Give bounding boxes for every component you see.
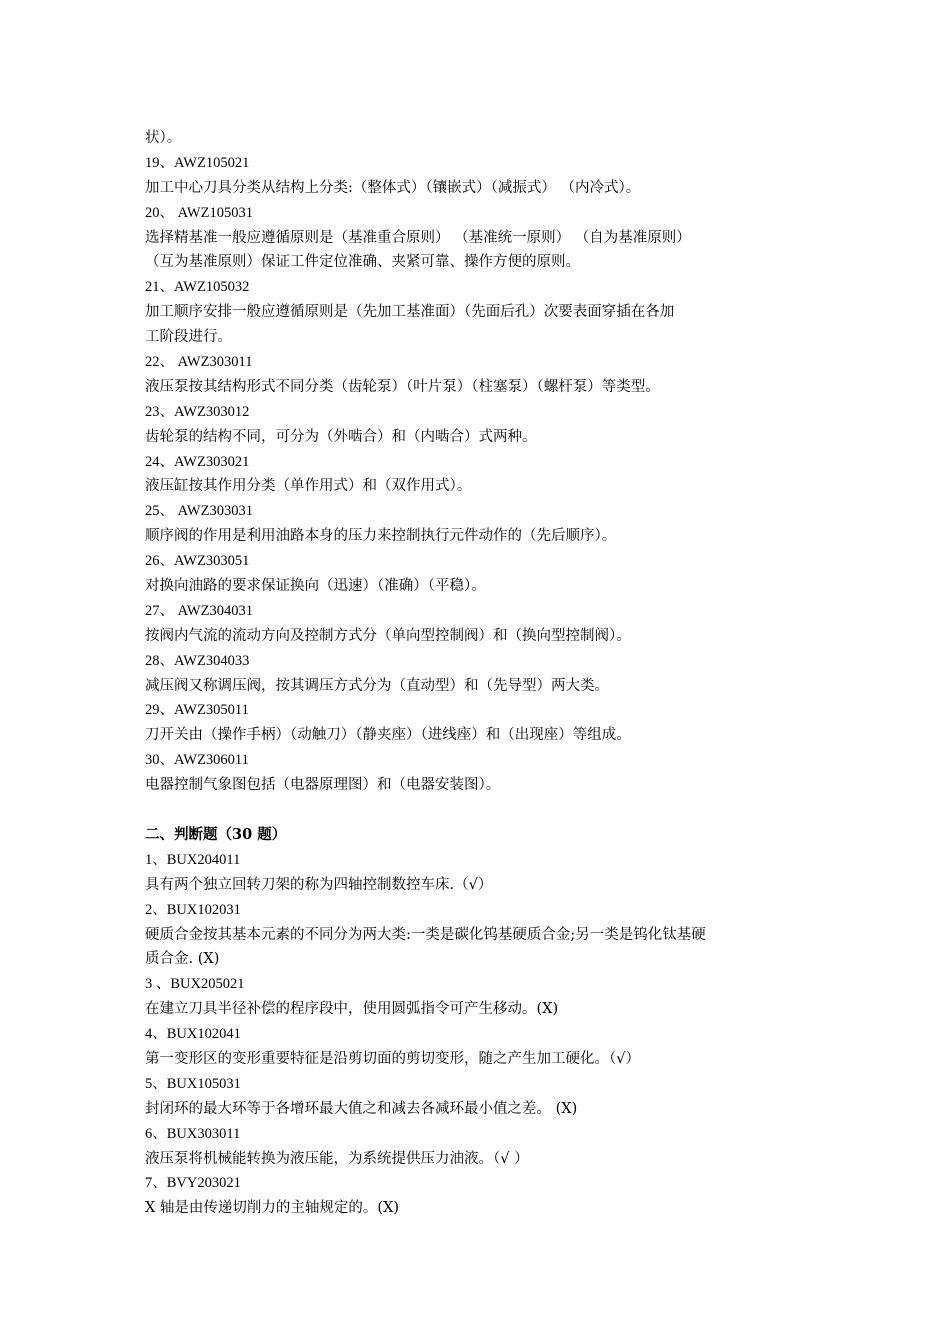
question-text-line: 封闭环的最大环等于各增环最大值之和减去各减环最小值之差。 (X): [145, 1100, 578, 1117]
question-text-line: 第一变形区的变形重要特征是沿剪切面的剪切变形，随之产生加工硬化。（√）: [145, 1050, 640, 1067]
question-code: 4、BUX102041: [145, 1026, 241, 1043]
question-text-line: 加工顺序安排一般应遵循原则是（先加工基准面）（先面后孔）次要表面穿插在各加: [145, 304, 675, 321]
question-code: 19、AWZ105021: [145, 154, 250, 171]
question-text-line: 顺序阀的作用是利用油路本身的压力来控制执行元件动作的（先后顺序）。: [145, 528, 617, 545]
question-code: 21、AWZ105032: [145, 279, 250, 296]
section-spacer: [145, 798, 815, 823]
question-text-line: 在建立刀具半径补偿的程序段中，使用圆弧指令可产生移动。(X): [145, 1001, 559, 1018]
question-code: 27、 AWZ304031: [145, 602, 253, 619]
question-code: 5、BUX105031: [145, 1075, 241, 1092]
question-text-line: X 轴是由传递切削力的主轴规定的。(X): [145, 1200, 400, 1217]
question-code: 1、BUX204011: [145, 851, 241, 868]
question-text-line: 液压泵将机械能转换为液压能，为系统提供压力油液。（√ ）: [145, 1150, 529, 1167]
question-text-line: 电器控制气象图包括（电器原理图）和（电器安装图）。: [145, 777, 501, 794]
question-text-line: 对换向油路的要求保证换向（迅速）（准确）（平稳）。: [145, 578, 486, 595]
question-text-line: 工阶段进行。: [145, 329, 232, 346]
question-text-line: 具有两个独立回转刀架的称为四轴控制数控车床.（√）: [145, 876, 493, 893]
question-text-line: 齿轮泵的结构不同，可分为（外啮合）和（内啮合）式两种。: [145, 428, 537, 445]
question-code: 24、AWZ303021: [145, 453, 250, 470]
question-code: 28、AWZ304033: [145, 652, 250, 669]
question-text-line: 加工中心刀具分类从结构上分类:（整体式）（镶嵌式）（减振式） （内冷式）。: [145, 179, 641, 196]
question-code: 23、AWZ303012: [145, 403, 250, 420]
question-text-line: 刀开关由（操作手柄）（动触刀）（静夹座）（进线座）和（出现座）等组成。: [145, 727, 631, 744]
question-code: 2、BUX102031: [145, 901, 241, 918]
question-code: 20、 AWZ105031: [145, 204, 253, 221]
question-text-line: 按阀内气流的流动方向及控制方式分（单向型控制阀）和（换向型控制阀）。: [145, 627, 631, 644]
question-text-line: 减压阀又称调压阀，按其调压方式分为（直动型）和（先导型）两大类。: [145, 677, 609, 694]
question-text-line: （互为基准原则）保证工件定位准确、夹紧可靠、操作方便的原则。: [145, 254, 580, 271]
question-code: 6、BUX303011: [145, 1125, 241, 1142]
question-text-line: 质合金. (X): [145, 951, 220, 968]
question-code: 30、AWZ306011: [145, 752, 249, 769]
section-heading: 二、判断题（30 题）: [145, 825, 287, 843]
question-code: 7、BVY203021: [145, 1175, 241, 1192]
question-code: 29、AWZ305011: [145, 702, 249, 719]
question-text-line: 液压泵按其结构形式不同分类（齿轮泵）（叶片泵）（柱塞泵）（螺杆泵）等类型。: [145, 378, 660, 395]
question-text-line: 硬质合金按其基本元素的不同分为两大类:一类是碳化钨基硬质合金;另一类是钨化钛基硬: [145, 926, 706, 943]
question-text-line: 选择精基准一般应遵循原则是（基准重合原则） （基准统一原则） （自为基准原则）: [145, 229, 691, 246]
question-code: 22、 AWZ303011: [145, 354, 253, 371]
question-text-line: 液压缸按其作用分类（单作用式）和（双作用式）。: [145, 478, 472, 495]
question-code: 25、 AWZ303031: [145, 503, 253, 520]
question-text-line: 状）。: [145, 130, 182, 146]
question-code: 26、AWZ303051: [145, 553, 250, 570]
question-code: 3 、BUX205021: [145, 976, 245, 993]
document-page: [145, 126, 815, 1221]
